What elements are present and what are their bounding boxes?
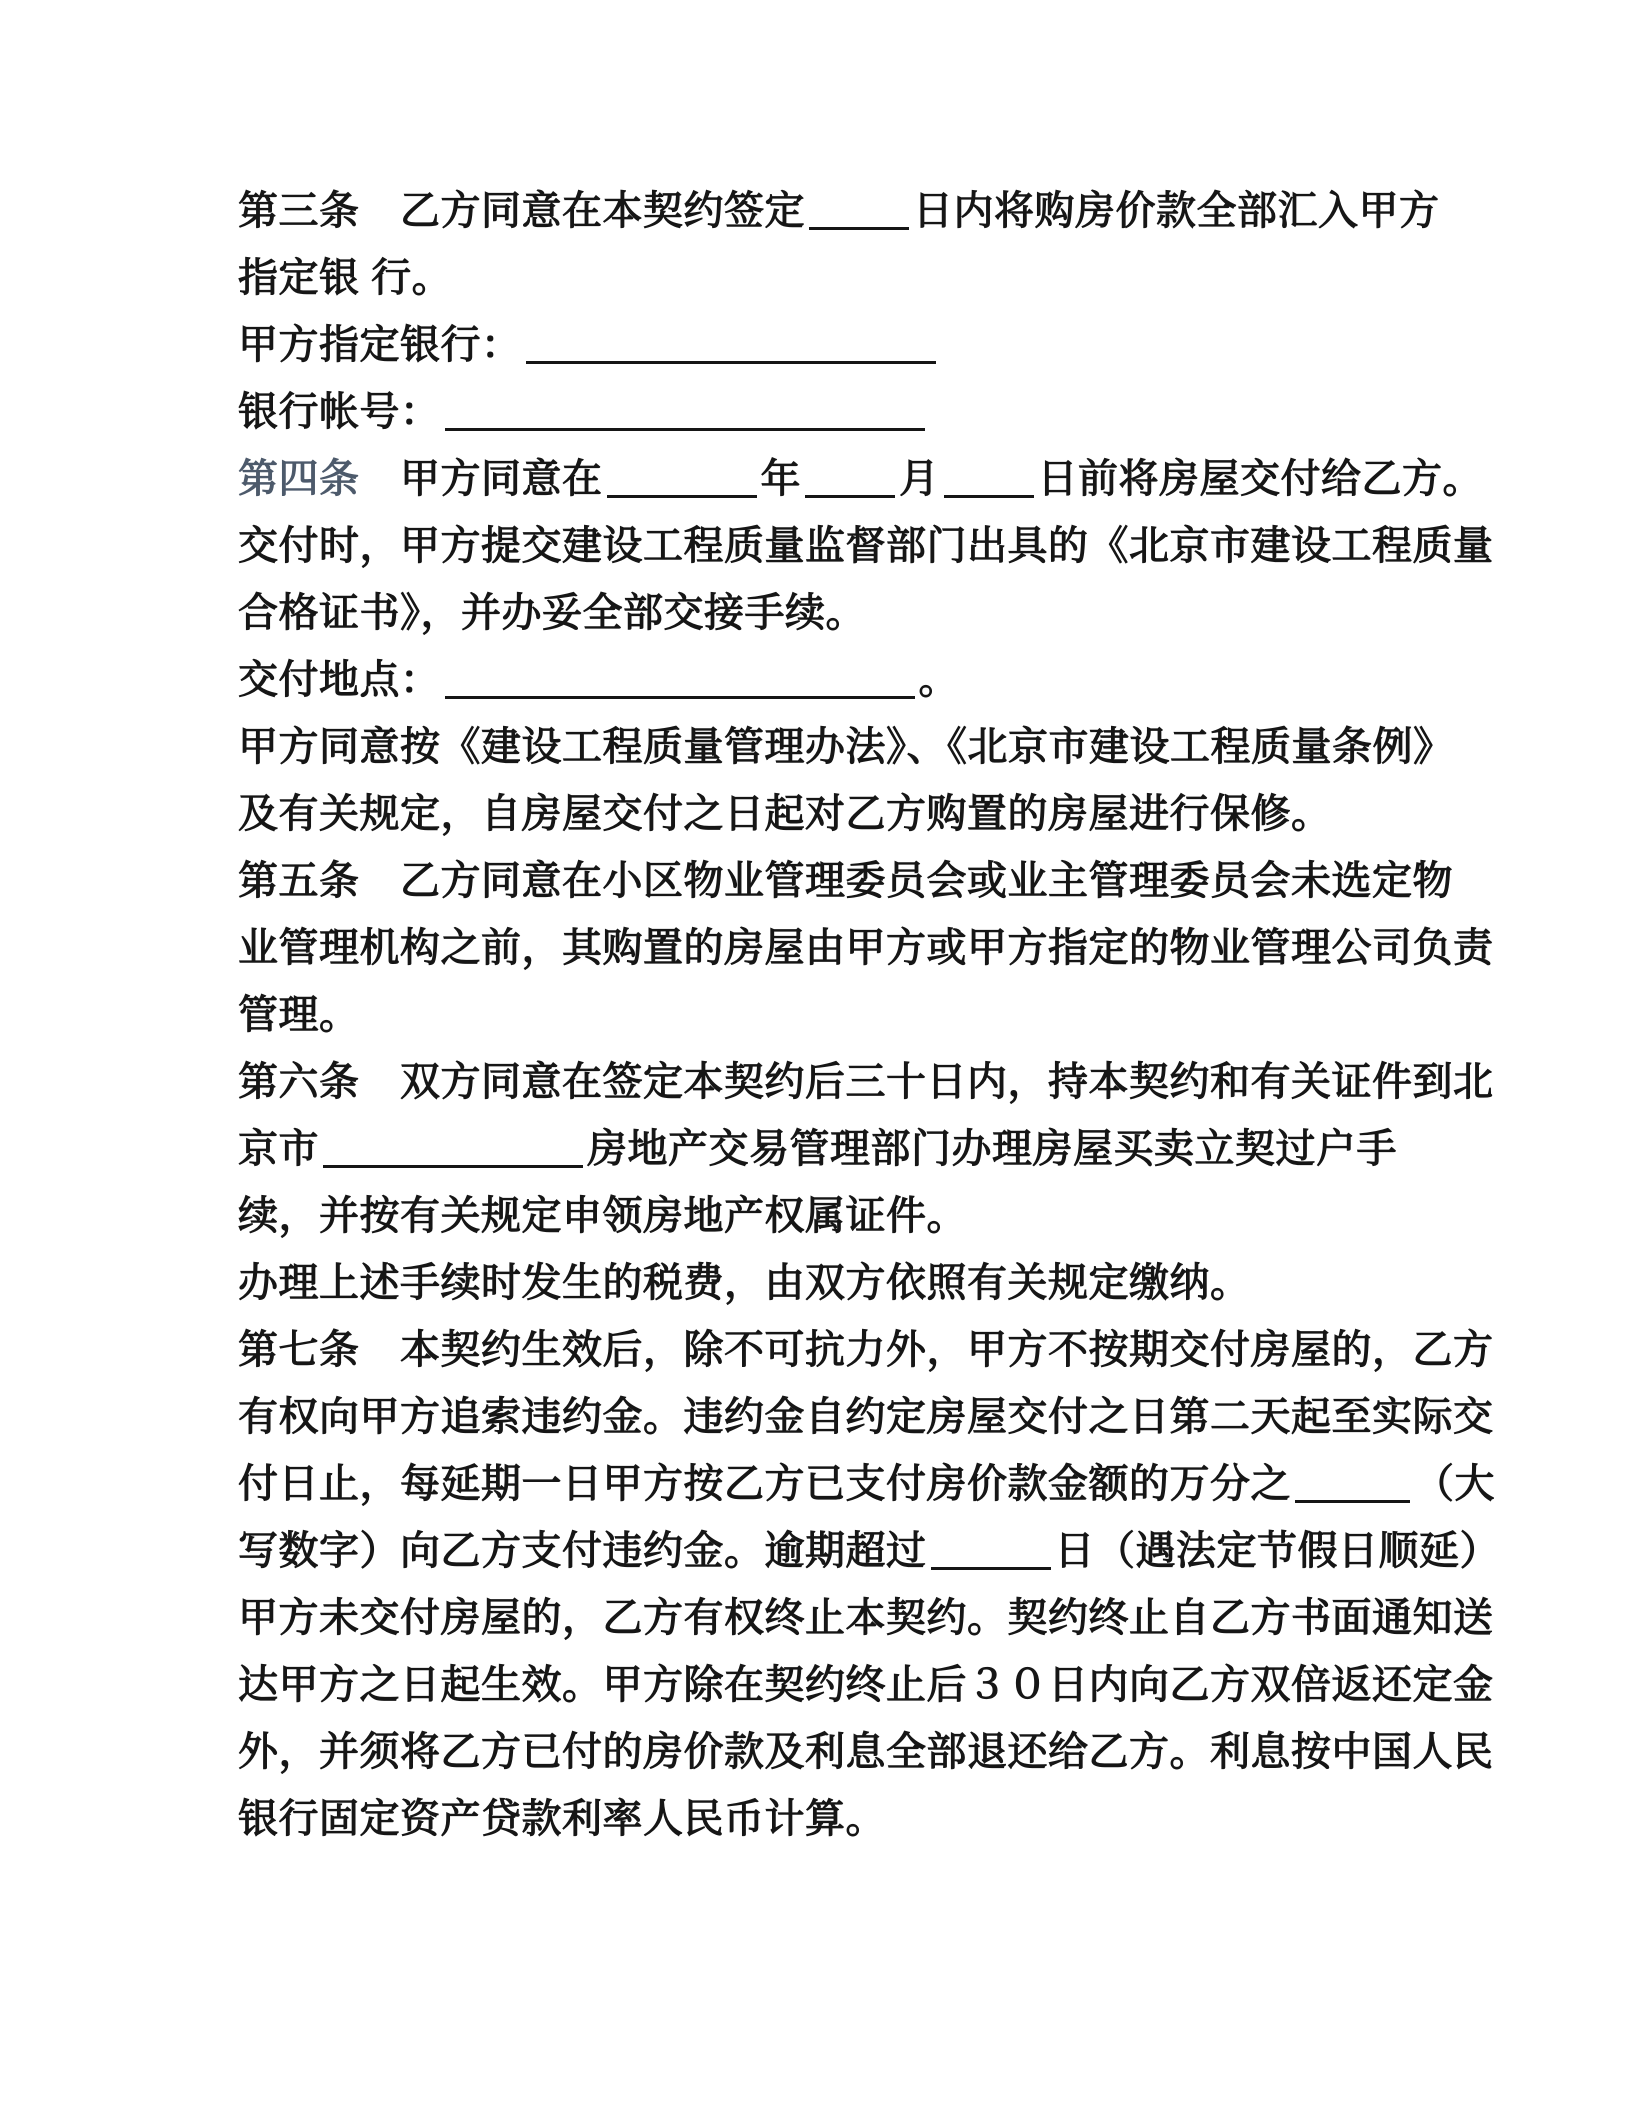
- text-run: 交付时，甲方提交建设工程质量监督部门出具的《北京市建设工程质量: [238, 524, 1494, 568]
- text-run: 银行帐号：: [238, 390, 441, 434]
- blank-fill-in-field: [809, 183, 909, 230]
- document-line: [238, 1518, 1500, 1585]
- text-run: 房地产交易管理部门办理房屋买卖立契过户手: [587, 1127, 1397, 1171]
- text-run: 续，并按有关规定申领房地产权属证件。: [238, 1194, 967, 1238]
- document-line: [238, 379, 1408, 446]
- document-line: [238, 312, 1408, 379]
- document-line: [238, 1652, 1494, 1719]
- document-line: [238, 1317, 1494, 1384]
- document-line: [238, 1719, 1494, 1786]
- document-line: [238, 1049, 1494, 1116]
- text-run: 第六条 双方同意在签定本契约后三十日内，持本契约和有关证件到北: [238, 1060, 1494, 1104]
- blank-fill-in-field: [526, 317, 936, 364]
- blank-fill-in-field: [805, 451, 895, 498]
- text-run: 甲方同意按《建设工程质量管理办法》、《北京市建设工程质量条例》: [238, 725, 1454, 769]
- document-line: [238, 647, 1408, 714]
- text-run: 指定银 行。: [238, 256, 453, 300]
- blank-fill-in-field: [323, 1121, 583, 1168]
- text-run: 交付地点：: [238, 658, 441, 702]
- blank-fill-in-field: [445, 384, 925, 431]
- text-run: 外，并须将乙方已付的房价款及利息全部退还给乙方。利息按中国人民: [238, 1730, 1494, 1774]
- document-line: [238, 1384, 1494, 1451]
- text-run: 京市: [238, 1127, 319, 1171]
- document-line: [238, 1183, 1408, 1250]
- text-run: 银行固定资产贷款利率人民币计算。: [238, 1797, 886, 1841]
- text-run: 办理上述手续时发生的税费，由双方依照有关规定缴纳。: [238, 1261, 1251, 1305]
- text-run: 管理。: [238, 993, 360, 1037]
- text-run: 第四条: [238, 457, 360, 501]
- document-line: [238, 848, 1453, 915]
- document-line: [238, 245, 1408, 312]
- blank-fill-in-field: [1295, 1456, 1410, 1503]
- text-run: 日前将房屋交付给乙方。: [1037, 457, 1483, 501]
- document-line: [238, 446, 1483, 513]
- text-run: 有权向甲方追索违约金。违约金自约定房屋交付之日第二天起至实际交: [238, 1395, 1494, 1439]
- text-run: （大: [1414, 1462, 1495, 1506]
- blank-fill-in-field: [445, 652, 915, 699]
- document-line: [238, 1451, 1495, 1518]
- text-run: 第三条 乙方同意在本契约签定: [238, 189, 805, 233]
- text-run: 写数字）向乙方支付违约金。逾期超过: [238, 1529, 927, 1573]
- text-run: 。: [918, 658, 959, 702]
- text-run: 甲方指定银行：: [238, 323, 522, 367]
- document-line: [238, 513, 1494, 580]
- text-run: 及有关规定，自房屋交付之日起对乙方购置的房屋进行保修。: [238, 792, 1332, 836]
- document-line: [238, 1585, 1494, 1652]
- contract-text-block: [238, 178, 1500, 1853]
- document-line: [238, 1786, 1408, 1853]
- text-run: 年: [760, 457, 801, 501]
- text-run: 付日止，每延期一日甲方按乙方已支付房价款金额的万分之: [238, 1462, 1291, 1506]
- text-run: 甲方未交付房屋的，乙方有权终止本契约。契约终止自乙方书面通知送: [238, 1596, 1494, 1640]
- blank-fill-in-field: [944, 451, 1034, 498]
- document-line: [238, 982, 1408, 1049]
- text-run: 合格证书》，并办妥全部交接手续。: [238, 591, 866, 635]
- text-run: 月: [899, 457, 940, 501]
- blank-fill-in-field: [931, 1523, 1051, 1570]
- document-line: [238, 1116, 1408, 1183]
- document-line: [238, 714, 1454, 781]
- text-run: 日（遇法定节假日顺延）: [1054, 1529, 1500, 1573]
- document-line: [238, 1250, 1408, 1317]
- document-line: [238, 178, 1440, 245]
- text-run: 甲方同意在: [359, 457, 603, 501]
- text-run: 第七条 本契约生效后，除不可抗力外，甲方不按期交付房屋的，乙方: [238, 1328, 1494, 1372]
- blank-fill-in-field: [607, 451, 757, 498]
- document-line: [238, 781, 1408, 848]
- text-run: 日内将购房价款全部汇入甲方: [913, 189, 1440, 233]
- document-line: [238, 915, 1494, 982]
- text-run: 业管理机构之前，其购置的房屋由甲方或甲方指定的物业管理公司负责: [238, 926, 1494, 970]
- text-run: 第五条 乙方同意在小区物业管理委员会或业主管理委员会未选定物: [238, 859, 1453, 903]
- document-line: [238, 580, 1408, 647]
- text-run: 达甲方之日起生效。甲方除在契约终止后３０日内向乙方双倍返还定金: [238, 1663, 1494, 1707]
